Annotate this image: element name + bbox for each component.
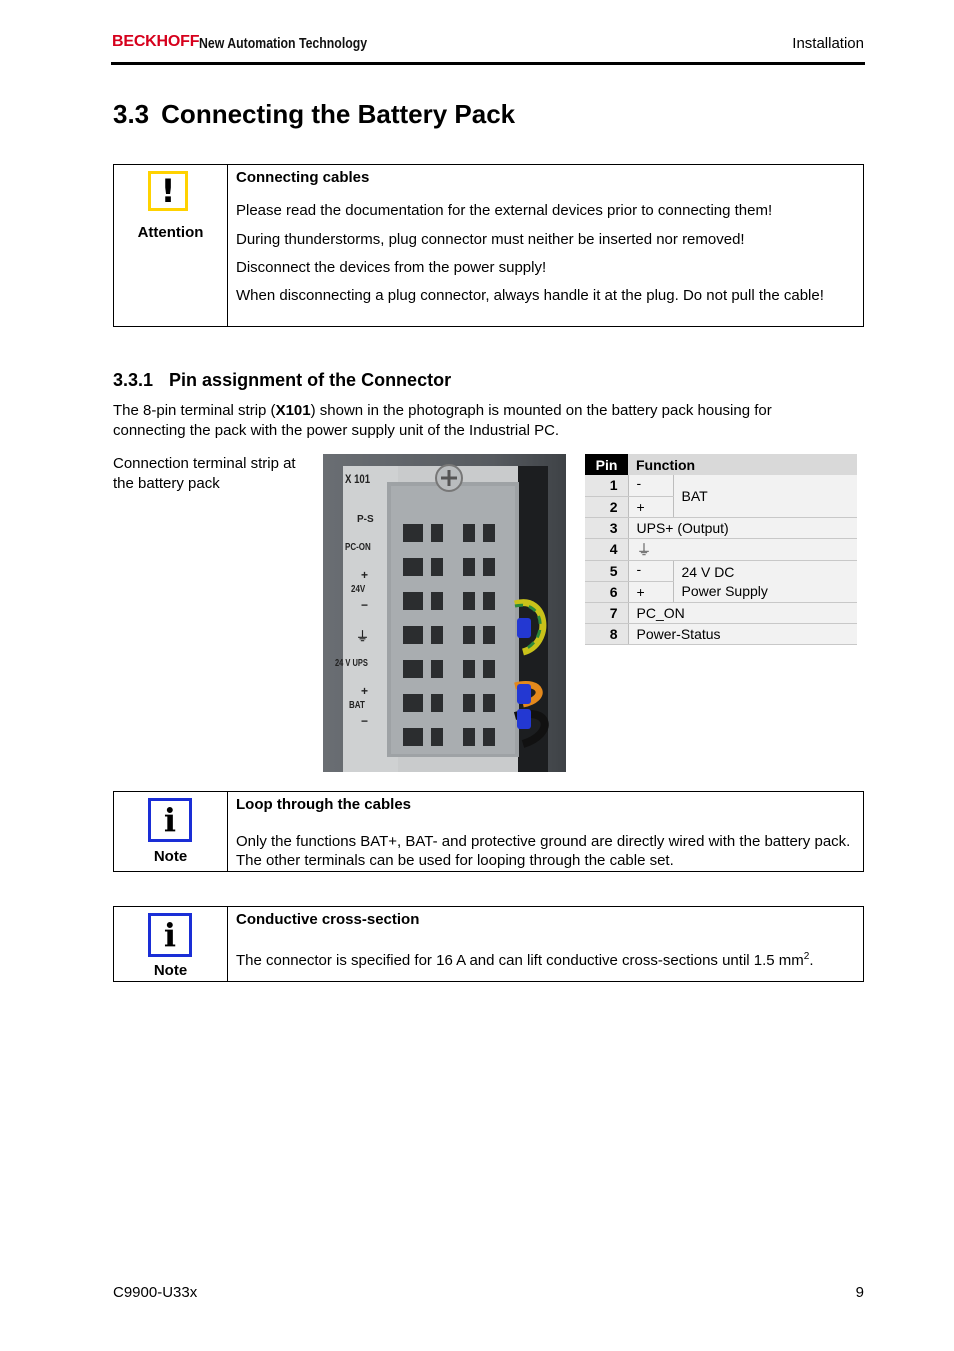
- section-title: 3.3 Connecting the Battery Pack: [113, 99, 516, 129]
- pin-number: 3: [585, 517, 628, 538]
- header-pin: Pin: [585, 454, 628, 475]
- attention-box: [113, 164, 864, 327]
- note-title: Conductive cross-section: [236, 911, 420, 928]
- pin-function: BAT: [673, 475, 857, 517]
- photo-label-x101: X 101: [345, 472, 371, 486]
- terminal-strip-photo: [323, 454, 566, 772]
- table-row: [585, 623, 857, 644]
- attention-line: Disconnect the devices from the power supply!: [236, 259, 547, 276]
- subsection-title: 3.3.1 Pin assignment of the Connector: [113, 370, 452, 390]
- pin-number: 8: [585, 623, 628, 644]
- photo-label: 24 V UPS: [335, 658, 368, 669]
- pin-function: PC_ON: [628, 602, 857, 623]
- photo-label: +: [361, 568, 369, 582]
- photo-label: BAT: [349, 700, 365, 711]
- photo-label: P-S: [357, 514, 374, 525]
- table-row: [585, 560, 857, 581]
- table-row: [585, 538, 857, 560]
- pin-number: 2: [585, 496, 628, 517]
- connector-id: X101: [275, 402, 311, 419]
- pin-function: [628, 538, 857, 560]
- attention-label: Attention: [137, 224, 204, 241]
- note-box-cross-section: [113, 906, 864, 982]
- pin-number: 7: [585, 602, 628, 623]
- attention-line: Please read the documentation for the external devices prior to connecting them!: [236, 202, 773, 219]
- footer-page-number: 9: [855, 1284, 864, 1301]
- header-section: Installation: [792, 35, 864, 52]
- photo-label: −: [361, 714, 369, 728]
- info-icon: i: [148, 913, 192, 957]
- note-label: Note: [153, 962, 188, 979]
- pin-function: UPS+ (Output): [628, 517, 857, 538]
- note-text: Only the functions BAT+, BAT- and protective ground are directly wired with the battery pack. The other terminals can be used for looping through the cable set.: [236, 833, 851, 869]
- attention-title: Connecting cables: [236, 169, 370, 186]
- pin-table-header: [585, 454, 857, 475]
- photo-ground-symbol: ⏚: [356, 630, 370, 645]
- photo-label: 24V: [351, 584, 366, 595]
- pin-number: 1: [585, 475, 628, 496]
- header-rule: [111, 62, 865, 65]
- pin-sign: +: [628, 581, 673, 602]
- header-function: Function: [628, 454, 857, 475]
- attention-icon-cell: [114, 165, 228, 326]
- photo-label: +: [361, 684, 369, 698]
- brand-logo: BECKHOFF: [112, 33, 200, 50]
- pin-sign: +: [628, 496, 673, 517]
- note-body: [228, 792, 863, 871]
- pin-number: 6: [585, 581, 628, 602]
- attention-icon: !: [148, 171, 188, 211]
- pin-table: [585, 454, 857, 645]
- footer-doc-id: C9900-U33x: [113, 1284, 198, 1301]
- note-body: [228, 907, 822, 981]
- pin-number: 5: [585, 560, 628, 581]
- note-icon-cell: [114, 792, 228, 871]
- attention-line: When disconnecting a plug connector, always handle it at the plug. Do not pull the cable!: [236, 287, 824, 304]
- attention-body: [228, 165, 832, 326]
- table-row: [585, 475, 857, 496]
- intro-paragraph: The 8-pin terminal strip (X101) shown in the photograph is mounted on the battery pack housing for connecting the pack with the power supply unit of the Industrial PC.: [113, 402, 772, 439]
- note-icon-cell: [114, 907, 228, 981]
- photo-label: PC-ON: [345, 542, 371, 553]
- attention-line: During thunderstorms, plug connector must neither be inserted nor removed!: [236, 231, 745, 248]
- pin-number: 4: [585, 538, 628, 560]
- info-icon: i: [148, 798, 192, 842]
- table-row: [585, 602, 857, 623]
- brand-tagline: New Automation Technology: [199, 35, 368, 52]
- note-label: Note: [153, 848, 188, 865]
- ground-icon: ⏚: [636, 540, 652, 559]
- table-row: [585, 517, 857, 538]
- note-text: The connector is specified for 16 A and can lift conductive cross-sections until 1.5 $mm^2$.: [236, 951, 814, 969]
- pin-sign: -: [628, 475, 673, 496]
- photo-caption: Connection terminal strip at the battery pack: [113, 455, 296, 492]
- note-box-loop: [113, 791, 864, 872]
- pin-function: 24 V DC Power Supply: [673, 560, 857, 602]
- pin-sign: -: [628, 560, 673, 581]
- note-title: Loop through the cables: [236, 796, 411, 813]
- photo-label: −: [361, 598, 369, 612]
- pin-function: Power-Status: [628, 623, 857, 644]
